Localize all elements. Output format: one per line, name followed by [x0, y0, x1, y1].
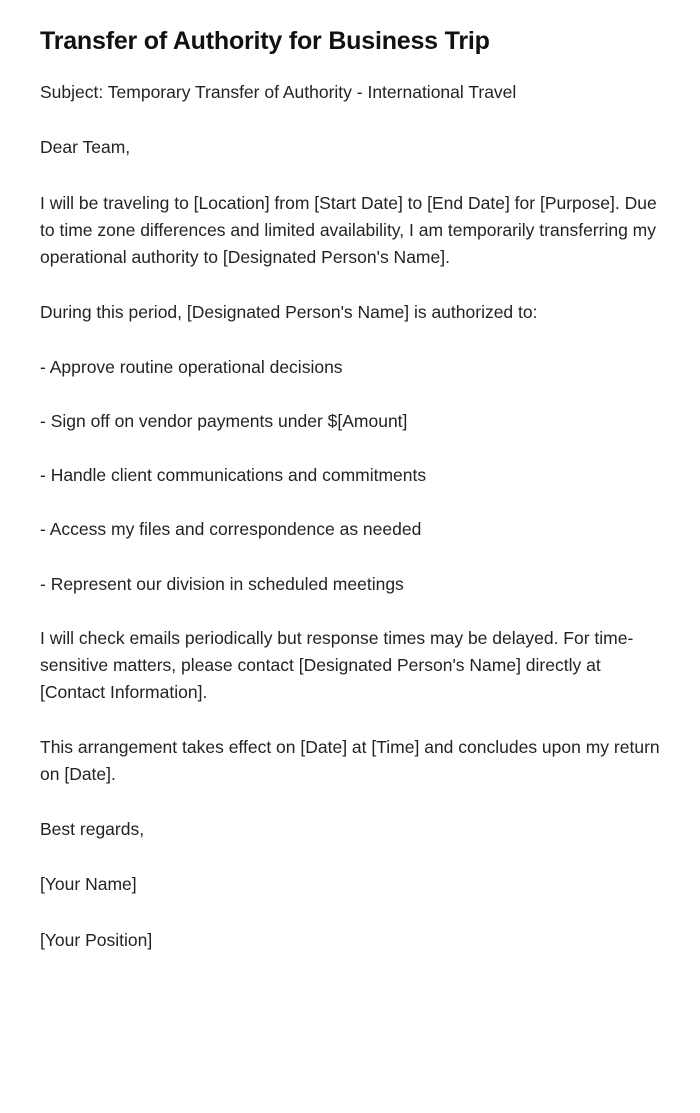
list-item: - Represent our division in scheduled meetings — [40, 573, 404, 594]
paragraph-subject: Subject: Temporary Transfer of Authority - International Travel — [40, 82, 517, 103]
paragraph-effective-dates: This arrangement takes effect on [Date] at [Time] and concludes upon my return on [Date]. — [40, 737, 660, 785]
paragraph-travel-details: I will be traveling to [Location] from [Start Date] to [End Date] for [Purpose]. Due to time zone differences and limited availability, I am temporarily transferring my operational authority to [Designated Person's Name]. — [40, 192, 657, 267]
paragraph-salutation: Dear Team, — [40, 137, 131, 158]
page-title: Transfer of Authority for Business Trip — [40, 27, 490, 55]
list-item: - Approve routine operational decisions — [40, 357, 343, 377]
list-item: - Sign off on vendor payments under $[Amount] — [40, 411, 408, 432]
paragraph-authorization-intro: During this period, [Designated Person's Name] is authorized to: — [40, 301, 538, 322]
list-item: - Handle client communications and commitments — [40, 465, 427, 486]
signature-name: [Your Name] — [40, 874, 137, 895]
signature-position: [Your Position] — [40, 929, 153, 950]
list-item: - Access my files and correspondence as needed — [40, 519, 422, 540]
paragraph-closing: Best regards, — [40, 819, 145, 840]
paragraph-availability: I will check emails periodically but response times may be delayed. For time-sensitive matters, please contact [Designated Person's Name] directly at [Contact Information]. — [40, 627, 634, 702]
